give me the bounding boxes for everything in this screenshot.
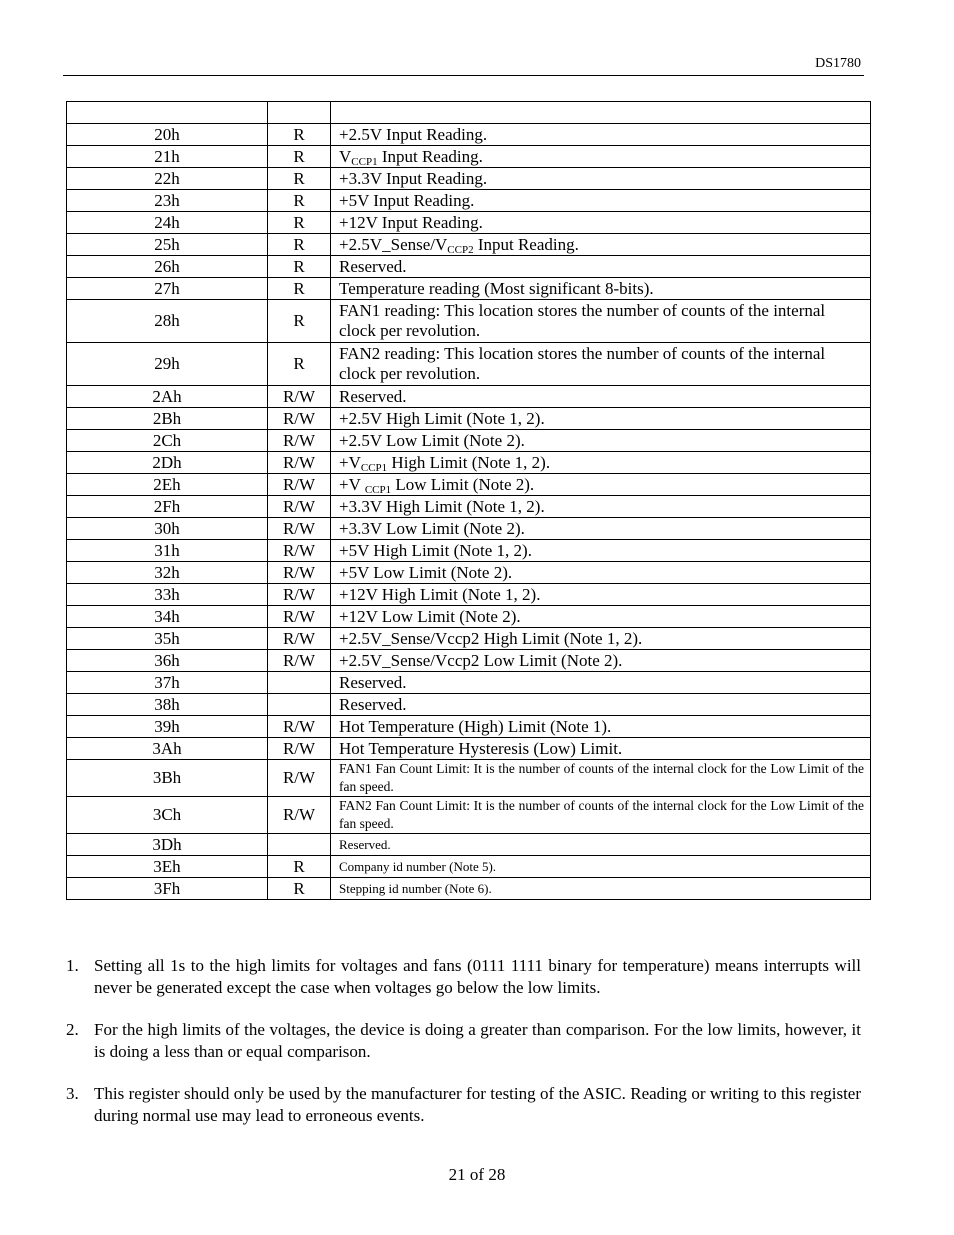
description-cell: +12V High Limit (Note 1, 2). xyxy=(331,584,871,606)
table-row xyxy=(67,584,871,606)
description-cell: Reserved. xyxy=(331,386,871,408)
table-row xyxy=(67,146,871,168)
table-row xyxy=(67,760,871,797)
access-cell: R/W xyxy=(268,408,331,430)
address-cell: 2Eh xyxy=(67,474,268,496)
header-cell xyxy=(268,102,331,124)
address-cell: 3Bh xyxy=(67,760,268,797)
table-row xyxy=(67,562,871,584)
address-cell: 3Dh xyxy=(67,834,268,856)
page-number: 21 of 28 xyxy=(448,1165,506,1184)
description-cell: +2.5V Low Limit (Note 2). xyxy=(331,430,871,452)
address-cell: 36h xyxy=(67,650,268,672)
access-cell: R/W xyxy=(268,496,331,518)
access-cell: R xyxy=(268,856,331,878)
table-row xyxy=(67,300,871,343)
address-cell: 2Ah xyxy=(67,386,268,408)
table-row xyxy=(67,716,871,738)
access-cell: R/W xyxy=(268,430,331,452)
description-cell: +2.5V Input Reading. xyxy=(331,124,871,146)
table-row xyxy=(67,797,871,834)
address-cell: 21h xyxy=(67,146,268,168)
description-cell: +3.3V Input Reading. xyxy=(331,168,871,190)
note-item xyxy=(66,955,861,999)
description-cell: +3.3V Low Limit (Note 2). xyxy=(331,518,871,540)
address-cell: 3Ch xyxy=(67,797,268,834)
address-cell: 32h xyxy=(67,562,268,584)
access-cell: R/W xyxy=(268,474,331,496)
table-row xyxy=(67,212,871,234)
note-text: This register should only be used by the manufacturer for testing of the ASIC. Reading or writing to this register during normal use may lead to erroneous events. xyxy=(94,1084,861,1125)
description-cell: FAN2 Fan Count Limit: It is the number of counts of the internal clock for the Low Limit of the fan speed. xyxy=(331,797,871,834)
note-text: Setting all 1s to the high limits for voltages and fans (0111 1111 binary for temperature) means interrupts will never be generated except the case when voltages go below the low limits. xyxy=(94,956,861,997)
table-row xyxy=(67,408,871,430)
table-row xyxy=(67,278,871,300)
access-cell: R xyxy=(268,256,331,278)
access-cell xyxy=(268,694,331,716)
address-cell: 3Ah xyxy=(67,738,268,760)
table-row xyxy=(67,343,871,386)
access-cell: R xyxy=(268,234,331,256)
description-cell: +2.5V_Sense/Vccp2 Low Limit (Note 2). xyxy=(331,650,871,672)
description-cell: +V $_{CCP1}$ Low Limit (Note 2). xyxy=(331,474,871,496)
description-cell: +2.5V_Sense/Vccp2 High Limit (Note 1, 2). xyxy=(331,628,871,650)
description-cell: Company id number (Note 5). xyxy=(331,856,871,878)
access-cell: R xyxy=(268,146,331,168)
access-cell xyxy=(268,672,331,694)
address-cell: 31h xyxy=(67,540,268,562)
address-cell: 3Fh xyxy=(67,878,268,900)
access-cell: R xyxy=(268,168,331,190)
description-cell: FAN2 reading: This location stores the number of counts of the internal clock per revolution. xyxy=(331,343,871,386)
access-cell: R xyxy=(268,343,331,386)
access-cell: R xyxy=(268,278,331,300)
description-cell: +12V Low Limit (Note 2). xyxy=(331,606,871,628)
description-cell: +5V High Limit (Note 1, 2). xyxy=(331,540,871,562)
access-cell: R/W xyxy=(268,738,331,760)
address-cell: 22h xyxy=(67,168,268,190)
table-row xyxy=(67,452,871,474)
table-row xyxy=(67,168,871,190)
table-row xyxy=(67,430,871,452)
access-cell: R/W xyxy=(268,650,331,672)
access-cell: R/W xyxy=(268,797,331,834)
address-cell: 23h xyxy=(67,190,268,212)
header-cell xyxy=(331,102,871,124)
document-id: DS1780 xyxy=(815,56,861,71)
description-cell: Reserved. xyxy=(331,672,871,694)
description-cell: +12V Input Reading. xyxy=(331,212,871,234)
table-row xyxy=(67,878,871,900)
access-cell: R xyxy=(268,124,331,146)
description-cell: Stepping id number (Note 6). xyxy=(331,878,871,900)
access-cell: R/W xyxy=(268,562,331,584)
address-cell: 28h xyxy=(67,300,268,343)
header-rule xyxy=(63,75,864,76)
description-cell: Reserved. xyxy=(331,834,871,856)
access-cell: R/W xyxy=(268,760,331,797)
table-row xyxy=(67,606,871,628)
description-cell: $+V_{CCP1}$ High Limit (Note 1, 2). xyxy=(331,452,871,474)
description-cell: Temperature reading (Most significant 8-bits). xyxy=(331,278,871,300)
table-row xyxy=(67,124,871,146)
address-cell: 2Dh xyxy=(67,452,268,474)
table-row xyxy=(67,650,871,672)
table-row xyxy=(67,834,871,856)
table-row xyxy=(67,256,871,278)
description-cell: Hot Temperature Hysteresis (Low) Limit. xyxy=(331,738,871,760)
address-cell: 26h xyxy=(67,256,268,278)
note-number: 3. xyxy=(66,1084,79,1103)
access-cell: R/W xyxy=(268,452,331,474)
note-number: 2. xyxy=(66,1020,79,1039)
table-row xyxy=(67,672,871,694)
access-cell xyxy=(268,834,331,856)
table-header-row xyxy=(67,102,871,124)
access-cell: R xyxy=(268,300,331,343)
address-cell: 30h xyxy=(67,518,268,540)
description-cell: Hot Temperature (High) Limit (Note 1). xyxy=(331,716,871,738)
access-cell: R/W xyxy=(268,518,331,540)
table-row xyxy=(67,540,871,562)
access-cell: R xyxy=(268,190,331,212)
description-cell: FAN1 reading: This location stores the number of counts of the internal clock per revolution. xyxy=(331,300,871,343)
address-cell: 2Bh xyxy=(67,408,268,430)
address-cell: 2Fh xyxy=(67,496,268,518)
description-cell: +5V Low Limit (Note 2). xyxy=(331,562,871,584)
note-text: For the high limits of the voltages, the device is doing a greater than comparison. For the low limits, however, it is doing a less than or equal comparison. xyxy=(94,1020,861,1061)
table-row xyxy=(67,518,871,540)
table-row xyxy=(67,694,871,716)
notes-list xyxy=(66,955,861,1147)
table-row xyxy=(67,496,871,518)
address-cell: 27h xyxy=(67,278,268,300)
address-cell: 29h xyxy=(67,343,268,386)
access-cell: R/W xyxy=(268,628,331,650)
table-row xyxy=(67,856,871,878)
table-row xyxy=(67,628,871,650)
table-row xyxy=(67,190,871,212)
table-row xyxy=(67,386,871,408)
address-cell: 20h xyxy=(67,124,268,146)
table-row xyxy=(67,474,871,496)
description-cell: Reserved. xyxy=(331,256,871,278)
description-cell: +3.3V High Limit (Note 1, 2). xyxy=(331,496,871,518)
access-cell: R xyxy=(268,212,331,234)
address-cell: 37h xyxy=(67,672,268,694)
description-cell: +2.5V High Limit (Note 1, 2). xyxy=(331,408,871,430)
address-cell: 2Ch xyxy=(67,430,268,452)
access-cell: R/W xyxy=(268,540,331,562)
access-cell: R xyxy=(268,878,331,900)
address-cell: 39h xyxy=(67,716,268,738)
note-number: 1. xyxy=(66,956,79,975)
description-cell: $V_{CCP1}$ Input Reading. xyxy=(331,146,871,168)
description-cell: $+2.5V\_Sense/V_{CCP2}$ Input Reading. xyxy=(331,234,871,256)
note-item xyxy=(66,1083,861,1127)
address-cell: 35h xyxy=(67,628,268,650)
access-cell: R/W xyxy=(268,606,331,628)
description-cell: +5V Input Reading. xyxy=(331,190,871,212)
access-cell: R/W xyxy=(268,386,331,408)
access-cell: R/W xyxy=(268,584,331,606)
access-cell: R/W xyxy=(268,716,331,738)
register-table xyxy=(66,101,871,900)
address-cell: 3Eh xyxy=(67,856,268,878)
description-cell: FAN1 Fan Count Limit: It is the number of counts of the internal clock for the Low Limit of the fan speed. xyxy=(331,760,871,797)
address-cell: 25h xyxy=(67,234,268,256)
note-item xyxy=(66,1019,861,1063)
address-cell: 34h xyxy=(67,606,268,628)
table-row xyxy=(67,738,871,760)
header-cell xyxy=(67,102,268,124)
address-cell: 24h xyxy=(67,212,268,234)
table-row xyxy=(67,234,871,256)
description-cell: Reserved. xyxy=(331,694,871,716)
address-cell: 38h xyxy=(67,694,268,716)
address-cell: 33h xyxy=(67,584,268,606)
